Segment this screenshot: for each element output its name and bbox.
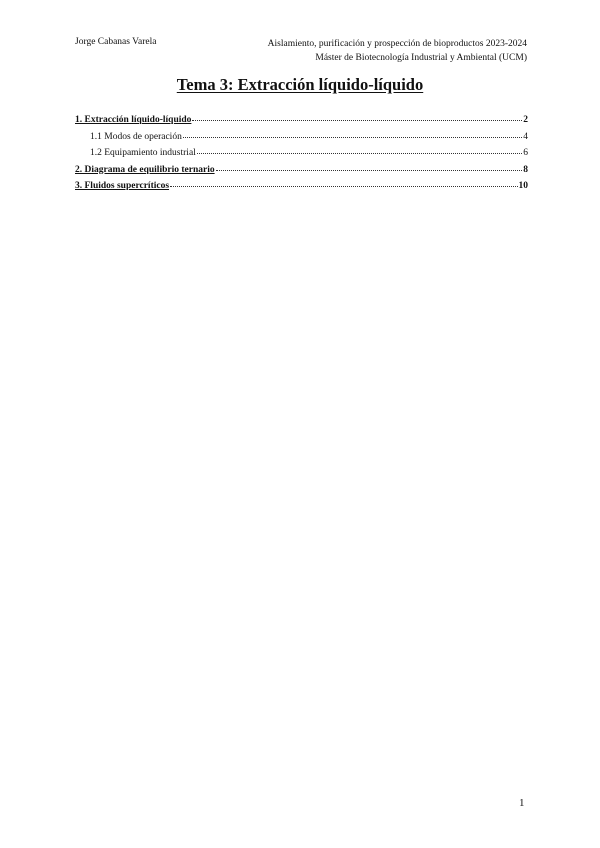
toc-entry-label: 1.2 Equipamiento industrial xyxy=(90,148,196,158)
toc-entry-label: 3. Fluidos supercríticos xyxy=(75,181,170,191)
header-course-line1: Aislamiento, purificación y prospección de bioproductos 2023-2024 xyxy=(267,39,527,49)
table-of-contents xyxy=(75,113,528,196)
toc-entry-page: 6 xyxy=(523,148,528,158)
toc-entry-page: 8 xyxy=(523,164,528,175)
page-title: Tema 3: Extracción líquido-líquido xyxy=(176,75,424,94)
toc-entry-label: 1.1 Modos de operación xyxy=(90,131,182,142)
toc-entry-3[interactable] xyxy=(75,179,528,196)
header-author: Jorge Cabanas Varela xyxy=(75,37,157,47)
toc-leader-dots xyxy=(197,145,522,154)
toc-entry-1-1[interactable] xyxy=(75,130,528,147)
toc-entry-1[interactable] xyxy=(75,113,528,130)
toc-entry-label: 1. Extracción líquido-líquido xyxy=(75,115,192,125)
toc-entry-1-2[interactable] xyxy=(75,146,528,163)
header-course-line2: Máster de Biotecnología Industrial y Ambiental (UCM) xyxy=(315,53,527,63)
toc-entry-page: 2 xyxy=(523,115,528,125)
page-number: 1 xyxy=(519,797,525,809)
toc-entry-page: 10 xyxy=(518,181,528,191)
toc-entry-2[interactable] xyxy=(75,163,528,180)
toc-leader-dots xyxy=(183,129,522,138)
toc-entry-label: 2. Diagrama de equilibrio ternario xyxy=(75,164,215,175)
toc-leader-dots xyxy=(192,112,522,121)
toc-leader-dots xyxy=(170,178,517,187)
toc-leader-dots xyxy=(216,162,523,171)
toc-entry-page: 4 xyxy=(523,131,528,142)
header-course xyxy=(268,37,527,65)
